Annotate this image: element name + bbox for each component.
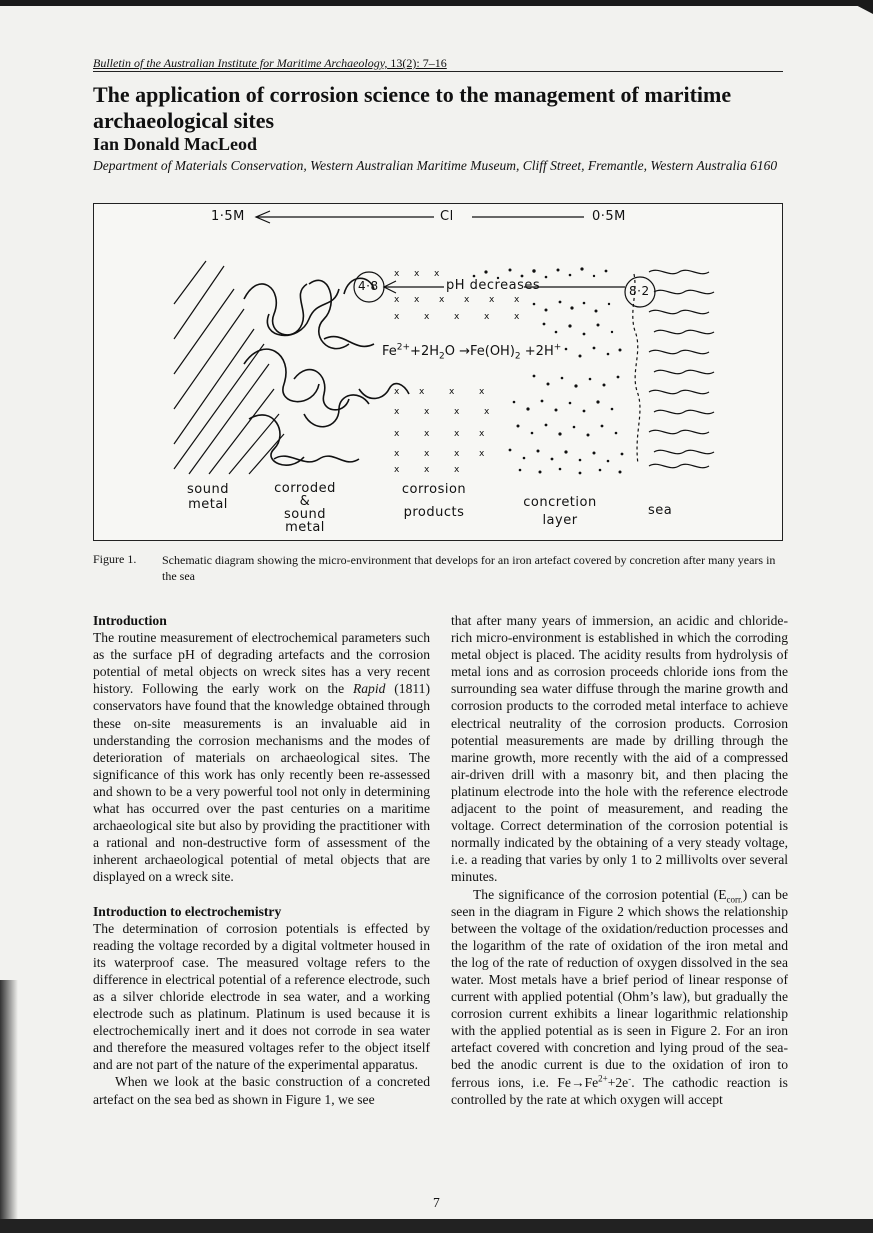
scan-edge-left <box>0 980 18 1233</box>
electrochem-paragraph-2: When we look at the basic construction of a concreted artefact on the sea bed as shown in Figure 1, we see <box>93 1074 430 1107</box>
svg-text:x: x <box>424 312 430 322</box>
svg-text:x: x <box>479 387 485 397</box>
svg-text:x: x <box>394 465 400 475</box>
right-paragraph-2 <box>451 886 788 1108</box>
reaction-product: O →Fe(OH) <box>444 344 515 359</box>
label-concretion-line1: concretion <box>523 495 597 510</box>
ph-decreases-label: pH decreases <box>446 278 541 293</box>
svg-text:x: x <box>394 429 400 439</box>
svg-text:x: x <box>454 465 460 475</box>
section-heading-electrochemistry: Introduction to electrochemistry <box>93 903 282 919</box>
svg-text:x: x <box>439 295 445 305</box>
figure-1 <box>93 203 783 541</box>
svg-text:x: x <box>394 407 400 417</box>
scan-edge-bottom <box>0 1219 873 1233</box>
journal-volume: 13(2): 7–16 <box>387 56 447 70</box>
journal-name: Bulletin of the Australian Institute for Maritime Archaeology, <box>93 56 388 70</box>
concretion-boundary <box>633 274 640 464</box>
svg-text:x: x <box>414 295 420 305</box>
svg-text:x: x <box>419 387 425 397</box>
svg-text:x: x <box>449 387 455 397</box>
reaction-product-sub: 2 <box>514 351 521 362</box>
chloride-low-label: 0·5M <box>592 209 626 224</box>
sound-metal-hatching <box>174 261 284 474</box>
svg-text:x: x <box>484 407 490 417</box>
svg-text:x: x <box>394 449 400 459</box>
label-sound-metal-line2: metal <box>188 497 228 512</box>
electrochem-paragraph-1: The determination of corrosion potentials is effected by reading the voltage recorded by a digital voltmeter housed in its waterproof case. The measured voltage refers to the difference in electrical potential of a reference electrode, such as a silver chloride electrode in sea water, and a working electrode such as platinum. Platinum is used because it is electrochemically inert and it does not corrode in sea water and therefore the measured voltages refer to the object itself and are not part of the nature of the experimental apparatus. <box>93 920 430 1073</box>
intro-paragraph <box>93 629 430 885</box>
right-p2-text-b: ) can be seen in the diagram in Figure 2 which shows the relationship between the voltage of the oxidation/reduction processes and the logarithm of the rate of oxidation of the iron metal and the log of the rate of reduction of oxygen dissolved in the sea water. Most metals have a brief period of linear response of current with applied potential (Ohm’s law), but gradually the corrosion current exhibits a linear logarithmic relationship with the applied potential as is seen in Figure 2. For an iron artefact covered with concretion and lying proud of the sea-bed the anodic current is due to the oxidation of iron to ferrous ions, i.e. Fe→Fe <box>451 886 788 1090</box>
svg-text:x: x <box>454 449 460 459</box>
section-heading-introduction: Introduction <box>93 613 167 628</box>
svg-text:x: x <box>414 269 420 279</box>
figure-caption: Schematic diagram showing the micro-environment that develops for an iron artefact covered by concretion after many years in the sea <box>162 553 776 583</box>
svg-text:x: x <box>424 429 430 439</box>
svg-text:x: x <box>424 407 430 417</box>
intro-text-b: (1811) conservators have found that the knowledge obtained through these on-site measurements is an invaluable aid in understanding the corrosion mechanisms and the modes of deterioration of materials on archaeological sites. The significance of this work has only recently been re-assessed and shown to be a very powerful tool not only in determining what has occurred over the past centuries on a maritime archaeological site but also by providing the practitioner with a rational and non-destructive form of assessment of the inherent archaeological potential of metal objects that are displayed on a wreck site. <box>93 681 430 885</box>
label-corroded-line4: metal <box>285 520 325 535</box>
corroded-metal-curves <box>244 278 409 465</box>
reaction-proton: +2H <box>520 344 554 359</box>
svg-text:x: x <box>514 312 520 322</box>
page-number: 7 <box>433 1195 440 1210</box>
corrosion-product-marks <box>394 269 520 475</box>
ship-name-rapid: Rapid <box>352 681 386 697</box>
right-p2-text-c: +2e <box>607 1074 629 1090</box>
svg-text:x: x <box>479 429 485 439</box>
svg-text:x: x <box>394 312 400 322</box>
article-author: Ian Donald MacLeod <box>93 134 258 154</box>
scan-edge-top <box>0 0 873 6</box>
hydrolysis-reaction <box>382 342 562 362</box>
figure-caption-number: Figure 1. <box>93 552 137 566</box>
svg-text:x: x <box>479 449 485 459</box>
right-p2-text-a: The significance of the corrosion potential (E <box>473 886 727 902</box>
reaction-water-sub: 2 <box>439 351 445 362</box>
chloride-label: Cl <box>440 209 454 224</box>
chloride-high-label: 1·5M <box>211 209 245 224</box>
svg-text:x: x <box>454 312 460 322</box>
svg-text:x: x <box>484 312 490 322</box>
ecorr-subscript: corr. <box>726 894 743 905</box>
label-corroded-metal <box>270 482 340 534</box>
journal-citation <box>93 56 447 71</box>
label-corrosion-products <box>394 482 474 520</box>
sea-waves <box>649 270 714 467</box>
svg-text:x: x <box>454 407 460 417</box>
label-concretion-layer <box>518 494 602 530</box>
label-sound-metal <box>184 482 232 512</box>
svg-text:x: x <box>434 269 440 279</box>
label-corroded-line1: corroded <box>274 481 336 496</box>
svg-text:x: x <box>424 449 430 459</box>
reaction-proton-charge: + <box>553 342 562 353</box>
article-title: The application of corrosion science to the management of maritime archaeological sites <box>93 82 732 133</box>
body-column-left <box>93 612 430 1108</box>
author-affiliation: Department of Materials Conservation, Western Australian Maritime Museum, Cliff Street, Fremantle, Western Australia 6160 <box>93 158 778 173</box>
label-corroded-line2: & <box>299 494 311 509</box>
label-corrosion-line2: products <box>403 505 465 520</box>
ph-right-value: 8·2 <box>629 284 650 298</box>
svg-text:x: x <box>394 387 400 397</box>
label-sea: sea <box>648 503 673 518</box>
svg-text:x: x <box>454 429 460 439</box>
right-p2-text-d: . The cathodic reaction is controlled by the rate at which oxygen will accept <box>451 1074 788 1107</box>
svg-text:x: x <box>489 295 495 305</box>
label-corroded-line3: sound <box>284 507 326 522</box>
reaction-fe: Fe <box>382 344 397 359</box>
body-column-right <box>451 612 788 1108</box>
ferrous-charge: 2+ <box>598 1073 608 1083</box>
label-corrosion-line1: corrosion <box>401 482 467 497</box>
concretion-stipple <box>473 267 624 474</box>
reaction-water-coeff: +2H <box>410 344 439 359</box>
header-rule <box>93 71 783 72</box>
ph-left-value: 4·8 <box>358 279 379 293</box>
right-paragraph-1: that after many years of immersion, an acidic and chloride-rich micro-environment is established in which the corroding metal object is placed. The acidity results from hydrolysis of metal ions and as corrosion proceeds chloride ions from the surrounding sea water diffuse through the marine growth and corrosion products to the corroded metal interface to achieve electrical neutrality of the corrosion products. Corrosion potential measurements are made by drilling through the marine growth, more recently with the aid of a compressed air-driven drill with a masonry bit, and then placing the platinum electrode into the hole with the reference electrode adjacent to the point of measurement, and reading the voltage. Correct determination of the corrosion potential is normally indicated by the obtaining of a very steady voltage, i.e. a reading that varies by only 1 to 2 millivolts over several minutes. <box>451 613 788 885</box>
svg-text:x: x <box>394 295 400 305</box>
svg-text:x: x <box>394 269 400 279</box>
svg-text:x: x <box>464 295 470 305</box>
svg-text:x: x <box>514 295 520 305</box>
label-sound-metal-line1: sound <box>187 482 229 497</box>
reaction-fe-charge: 2+ <box>396 342 411 353</box>
intro-text-a: The routine measurement of electrochemical parameters such as the surface pH of degrading artefacts and the corrosion potential of metal objects on wreck sites has a very recent history. Following the early work on the <box>93 630 430 697</box>
electron-charge: - <box>628 1073 632 1083</box>
label-concretion-line2: layer <box>542 513 578 528</box>
svg-text:x: x <box>424 465 430 475</box>
